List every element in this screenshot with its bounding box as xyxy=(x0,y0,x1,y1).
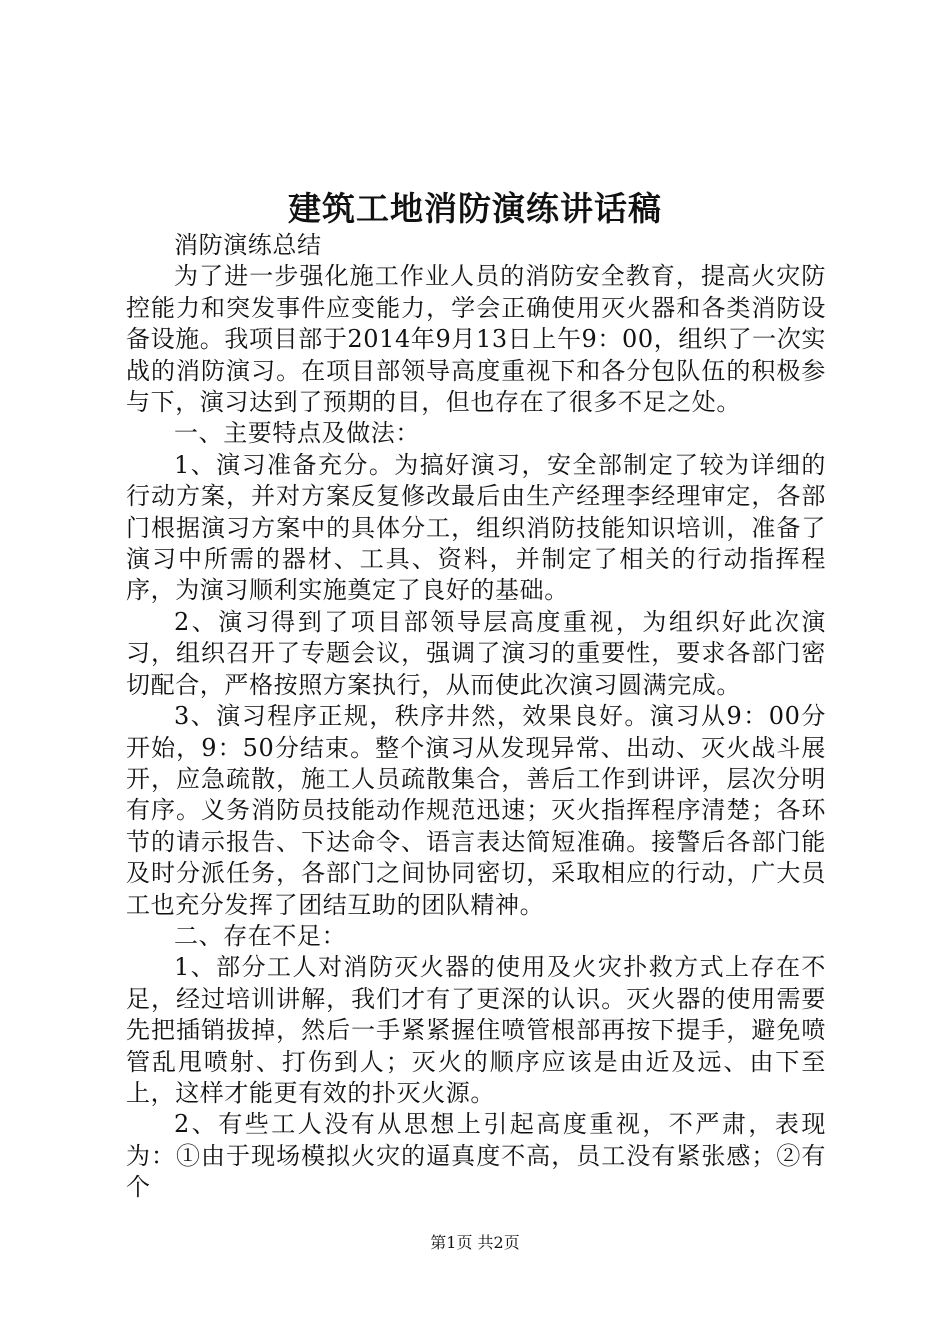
paragraph-intro: 为了进一步强化施工作业人员的消防安全教育，提高火灾防控能力和突发事件应变能力，学会正确使用灭火器和各类消防设备设施。我项目部于2014年9月13日上午9：00，组织了一次实战的消防演习。在项目部领导高度重视下和各分包队伍的积极参与下，演习达到了预期的目，但也存在了很多不足之处。 xyxy=(126,262,826,417)
paragraph-feature-1: 1、演习准备充分。为搞好演习，安全部制定了较为详细的行动方案，并对方案反复修改最后由生产经理李经理审定，各部门根据演习方案中的具体分工，组织消防技能知识培训，准备了演习中所需的器材、工具、资料，并制定了相关的行动指挥程序，为演习顺利实施奠定了良好的基础。 xyxy=(126,450,826,605)
document-title: 建筑工地消防演练讲话稿 xyxy=(288,189,662,228)
paragraph-feature-3: 3、演习程序正规，秩序井然，效果良好。演习从9：00分开始，9：50分结束。整个演习从发现异常、出动、灭火战斗展开，应急疏散，施工人员疏散集合，善后工作到讲评，层次分明有序。义务消防员技能动作规范迅速；灭火指挥程序清楚；各环节的请示报告、下达命令、语言表达简短准确。接警后各部门能及时分派任务，各部门之间协同密切，采取相应的行动，广大员工也充分发挥了团结互助的团队精神。 xyxy=(126,702,826,919)
paragraph-feature-2: 2、演习得到了项目部领导层高度重视，为组织好此次演习，组织召开了专题会议，强调了演习的重要性，要求各部门密切配合，严格按照方案执行，从而使此次演习圆满完成。 xyxy=(126,607,826,699)
paragraph-shortcoming-2: 2、有些工人没有从思想上引起高度重视，不严肃，表现为：①由于现场模拟火灾的逼真度不高，员工没有紧张感；②有个 xyxy=(126,1110,826,1202)
page-footer: 第1页 共2页 xyxy=(430,1233,520,1252)
section-heading-shortcomings: 二、存在不足： xyxy=(174,921,347,950)
paragraph-shortcoming-1: 1、部分工人对消防灭火器的使用及火灾扑救方式上存在不足，经过培训讲解，我们才有了更深的认识。灭火器的使用需要先把插销拔掉，然后一手紧紧握住喷管根部再按下提手，避免喷管乱甩喷射、打伤到人；灭火的顺序应该是由近及远、由下至上，这样才能更有效的扑灭火源。 xyxy=(126,953,826,1107)
document-body xyxy=(126,230,826,1204)
paragraph-subtitle: 消防演练总结 xyxy=(174,231,322,259)
section-heading-features: 一、主要特点及做法： xyxy=(174,419,420,448)
